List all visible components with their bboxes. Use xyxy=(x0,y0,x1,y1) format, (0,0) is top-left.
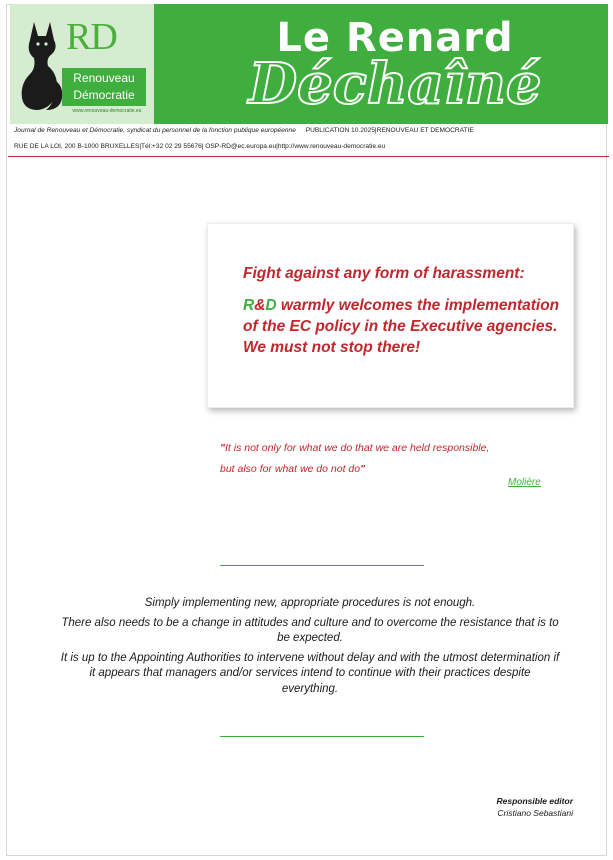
callout-body xyxy=(243,295,563,358)
body-paragraph-3: It is up to the Appointing Authorities to intervene without delay and with the utmost determination if it appears that managers and/or services intend to continue with their practices despite everything. xyxy=(60,651,560,695)
body-paragraph-1: Simply implementing new, appropriate procedures is not enough. xyxy=(144,597,476,609)
quote-line-2-text: but also for what we do not do xyxy=(220,463,361,475)
info-line-1 xyxy=(14,127,474,134)
quote xyxy=(220,438,520,480)
quote-line-1-text: It is not only for what we do that we are held responsible, xyxy=(224,442,490,454)
logo xyxy=(10,4,154,124)
callout-title: Fight against any form of harassment: xyxy=(243,265,525,282)
publication-info: PUBLICATION 10.2025|RENOUVEAU ET DEMOCRATIE xyxy=(305,127,474,134)
body-text xyxy=(60,596,560,701)
masthead-title-top: Le Renard xyxy=(276,15,514,61)
address-line: RUE DE LA LOI, 200 B-1000 BRUXELLES|Tél:+32 02 29 55676| OSP-RD@ec.europa.eu|http://www.renouveau-democratie.eu xyxy=(14,143,386,150)
masthead-title-bottom: Déchaîné xyxy=(248,51,542,117)
rd-r: R xyxy=(243,297,255,314)
header-divider xyxy=(8,156,609,157)
fox-icon xyxy=(16,18,66,114)
quote-close-mark: " xyxy=(360,463,366,475)
logo-line2: Démocratie xyxy=(73,88,135,102)
responsible-editor xyxy=(496,795,573,819)
editor-name: Cristiano Sebastiani xyxy=(497,808,573,818)
logo-line1: Renouveau xyxy=(73,71,135,85)
quote-line-2 xyxy=(220,459,520,480)
headline-callout xyxy=(207,223,574,408)
quote-open-mark: " xyxy=(220,442,225,454)
quote-author: Molière xyxy=(508,477,541,488)
rd-d: D xyxy=(265,297,277,314)
rd-amp: & xyxy=(254,297,266,314)
logo-letters: RD xyxy=(66,16,117,58)
callout-body-text: warmly welcomes the implementation of the EC policy in the Executive agencies. We must not stop there! xyxy=(243,297,560,356)
body-paragraph-2: There also needs to be a change in attitudes and culture and to overcome the resistance that is to be expected. xyxy=(61,616,559,644)
journal-description: Journal de Renouveau et Démocratie, syndicat du personnel de la fonction publique européenne xyxy=(14,127,296,134)
logo-badge xyxy=(62,68,146,106)
quote-line-1 xyxy=(220,438,520,459)
divider-top xyxy=(220,565,424,566)
editor-label: Responsible editor xyxy=(496,796,573,806)
divider-bottom xyxy=(220,736,424,737)
logo-url: www.renouveau-democratie.eu xyxy=(72,108,142,114)
